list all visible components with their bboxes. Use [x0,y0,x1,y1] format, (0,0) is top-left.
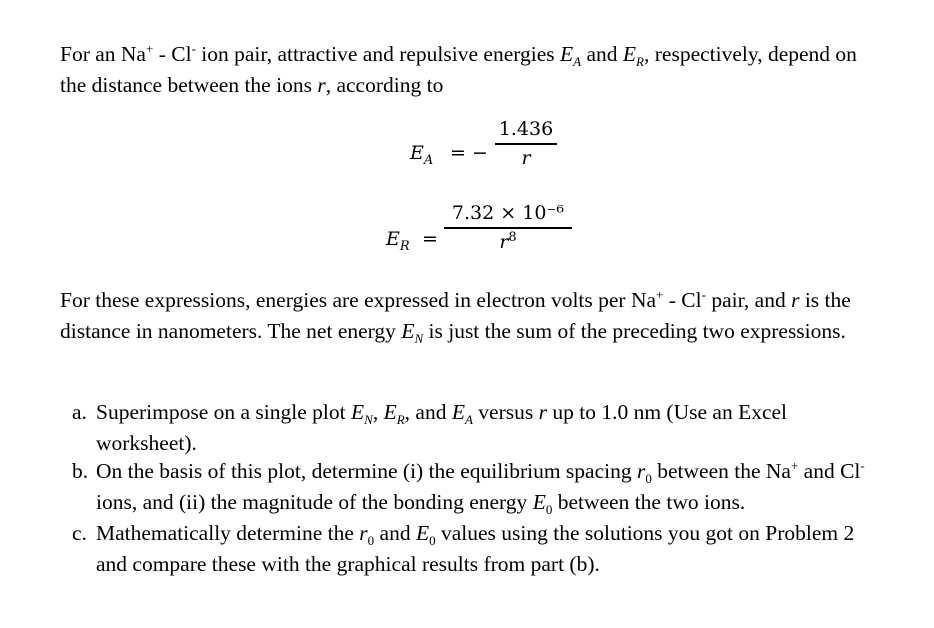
text: ions, and (ii) the magnitude of the bonding energy [96,490,533,514]
symbol-E: E [415,521,430,545]
equation-lhs [386,228,410,254]
subscript-A: A [423,153,434,168]
text: up to 1.0 nm (Use an Excel worksheet). [96,400,788,455]
subscript-0: 0 [645,471,652,486]
fraction [444,202,572,253]
subscript-R: R [399,239,410,254]
subscript-0: 0 [367,533,375,548]
text: is the distance in nanometers. The net energy [60,288,851,343]
text: and [581,42,623,66]
denominator [444,229,572,253]
text: , respectively, depend on the distance between the ions [60,42,857,97]
text: versus [472,400,539,424]
superscript-minus: - [191,41,196,56]
text: Mathematically determine the [96,521,360,545]
fraction [495,118,557,169]
subscript-N: N [414,331,424,346]
exponent: 8 [508,229,517,245]
list-label: a. [72,400,87,424]
symbol-E: E [351,400,365,424]
symbol-r: r [317,73,326,97]
text: , according to [325,73,444,97]
subscript-A: A [464,412,473,427]
numerator: 1.436 [498,118,554,140]
subscript-0: 0 [545,502,553,517]
superscript-minus: - [860,458,865,473]
text: , and [404,400,452,424]
text: between the two ions. [552,490,746,514]
question-c [60,519,880,578]
list-label: b. [72,459,89,483]
equation-lhs [410,142,434,168]
text: - Cl [663,288,702,312]
symbol-r: r [521,146,531,169]
question-list [60,398,880,578]
text: and [374,521,416,545]
text: On the basis of this plot, determine (i) the equilibrium spacing [96,459,637,483]
superscript-minus: - [701,287,706,302]
symbol-E: E [560,42,574,66]
equation-repulsive-energy [386,200,586,270]
symbol-E: E [401,319,415,343]
subscript-R: R [396,412,405,427]
text: is just the sum of the preceding two expressions. [423,319,846,343]
superscript-plus: + [145,41,154,56]
text: For these expressions, energies are expressed in electron volts per Na [60,288,657,312]
text: and Cl [798,459,861,483]
superscript-plus: + [656,287,664,302]
subscript-0: 0 [429,533,436,548]
superscript-plus: + [790,458,799,473]
subscript-N: N [364,412,373,427]
text: - Cl [153,42,192,66]
symbol-r: r [359,521,368,545]
list-label: c. [72,521,87,545]
text: pair, and [705,288,792,312]
text: For an Na [60,42,146,66]
question-b [60,457,880,519]
symbol-E: E [410,142,424,164]
text: Superimpose on a single plot [96,400,351,424]
text: , [372,400,384,424]
numerator: 7.32 × 10⁻⁶ [451,202,565,224]
equals-sign: = [422,228,438,250]
symbol-E: E [622,42,637,66]
symbol-E: E [386,228,400,250]
text: ion pair, attractive and repulsive energies [195,42,561,66]
intro-paragraph [60,40,880,99]
subscript-A: A [573,54,582,69]
denominator [495,145,557,169]
symbol-E: E [383,400,397,424]
equals-minus-sign: = − [450,142,488,164]
symbol-r: r [636,459,646,483]
symbol-r: r [791,288,800,312]
symbol-r: r [499,230,509,253]
text: values using the solutions you got on Problem 2 and compare these with the graphical results from part (b). [96,521,855,576]
equation-attractive-energy [410,118,570,178]
symbol-E: E [532,490,546,514]
symbol-r: r [538,400,547,424]
text: between the Na [651,459,791,483]
subscript-R: R [636,54,644,69]
question-a [60,398,880,457]
units-paragraph [60,286,880,348]
symbol-E: E [451,400,465,424]
